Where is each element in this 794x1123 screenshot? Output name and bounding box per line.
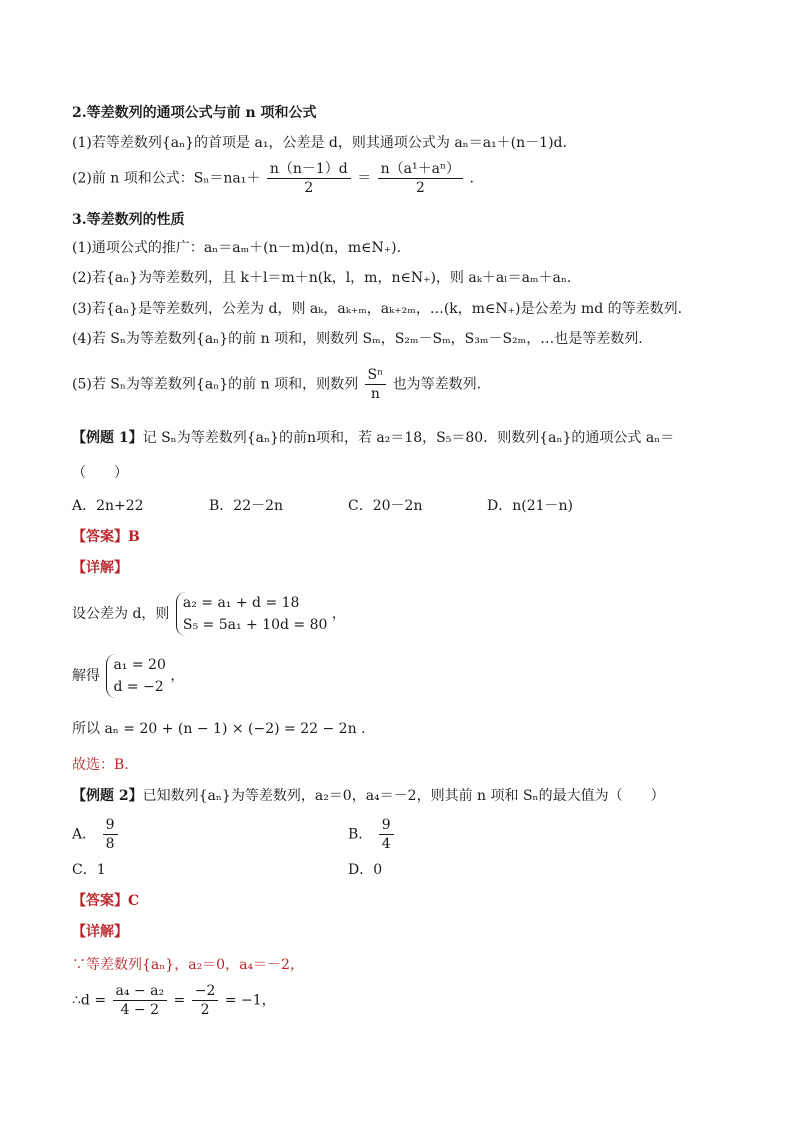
- example1-option-b: [209, 496, 283, 516]
- example2-option-b: [348, 816, 396, 853]
- option-text: 22－2n: [233, 498, 284, 514]
- example1-option-d: [487, 496, 573, 516]
- option-key: C．: [72, 862, 97, 878]
- option-text: n(21－n): [512, 498, 574, 514]
- example2-option-d: [348, 860, 382, 880]
- equation-system-2: [106, 654, 165, 698]
- section2-item2: [72, 160, 474, 197]
- fraction-numerator: n（a¹＋aⁿ）: [378, 160, 463, 179]
- option-text: 2n+22: [96, 498, 144, 514]
- example1-step3: 所以 aₙ = 20 + (n − 1) × (−2) = 22 − 2n .: [72, 721, 366, 737]
- section3-title: 3.等差数列的性质: [72, 212, 185, 228]
- example2-question: [72, 786, 665, 806]
- example1-label: 【例题 1】: [72, 430, 143, 446]
- sum-formula-fraction-2: [378, 160, 463, 197]
- system-eq-2: S₅ = 5a₁ + 10d = 80: [182, 617, 328, 633]
- section3-item1: (1)通项公式的推广：aₙ＝aₘ＋(n－m)d(n，m∈N₊).: [72, 240, 402, 256]
- option-fraction: [103, 816, 118, 853]
- step1-suffix: ，: [331, 606, 346, 622]
- example2-text: 已知数列{aₙ}为等差数列，a₂＝0，a₄＝－2，则其前 n 项和 Sₙ的最大值为（ ）: [142, 788, 665, 804]
- sn-over-n-fraction: [365, 366, 387, 403]
- example1-option-a: [72, 496, 144, 516]
- section2-title: 2.等差数列的通项公式与前 n 项和公式: [72, 105, 317, 121]
- example1-question: [72, 428, 674, 448]
- fraction-numerator: −2: [192, 982, 219, 1001]
- fraction-denominator: 2: [200, 1002, 210, 1018]
- step2-suffix: = −1，: [224, 992, 276, 1009]
- option-text: 20－2n: [372, 498, 423, 514]
- example2-answer: 【答案】C: [72, 893, 140, 909]
- example1-step1: [72, 592, 346, 636]
- example2-step1: ∵等差数列{aₙ}，a₂＝0，a₄＝－2，: [72, 957, 304, 973]
- section3-item2: (2)若{aₙ}为等差数列，且 k＋l＝m＋n(k，l，m，n∈N₊)，则 aₖ＋aₗ＝aₘ＋aₙ.: [72, 270, 572, 286]
- example2-detail-label: 【详解】: [72, 924, 128, 940]
- option-key: B．: [209, 498, 234, 514]
- fraction-numerator: n（n－1）d: [267, 160, 351, 179]
- example1-text: 记 Sₙ为等差数列{aₙ}的前n项和，若 a₂＝18，S₅＝80．则数列{aₙ}的通项公式 aₙ＝: [142, 430, 675, 446]
- example2-step2: [72, 982, 276, 1019]
- example2-option-c: [72, 860, 106, 880]
- sum-formula-fraction-1: [267, 160, 351, 197]
- fraction-denominator: 2: [304, 180, 314, 196]
- example1-step2: [72, 654, 184, 698]
- section3-item4: (4)若 Sₙ为等差数列{aₙ}的前 n 项和，则数列 Sₘ，S₂ₘ－Sₘ，S₃ₘ－S₂ₘ，…也是等差数列.: [72, 331, 643, 347]
- value-fraction: [192, 982, 219, 1019]
- period: .: [469, 170, 474, 187]
- section2-item2-prefix: (2)前 n 项和公式：Sₙ＝na₁＋: [72, 170, 261, 187]
- system-eq-2: d = −2: [113, 679, 164, 695]
- example1-detail-label: 【详解】: [72, 560, 128, 576]
- option-key: D．: [487, 498, 513, 514]
- fraction-numerator: a₄ − a₂: [113, 982, 168, 1001]
- fraction-denominator: 4: [381, 836, 391, 852]
- fraction-denominator: 2: [415, 180, 425, 196]
- system-eq-1: a₁ = 20: [113, 657, 166, 673]
- step2-suffix: ，: [170, 668, 185, 684]
- equation-system-1: [176, 592, 328, 636]
- fraction-denominator: n: [370, 386, 380, 402]
- option-key: A．: [72, 498, 97, 514]
- example1-answer: 【答案】B: [72, 529, 140, 545]
- fraction-numerator: 9: [379, 816, 394, 835]
- section3-item5-suffix: 也为等差数列.: [392, 376, 482, 393]
- section3-item5-prefix: (5)若 Sₙ为等差数列{aₙ}的前 n 项和，则数列: [72, 376, 359, 393]
- equals-sign: ＝: [357, 170, 372, 187]
- example1-option-c: [348, 496, 422, 516]
- system-eq-1: a₂ = a₁ + d = 18: [182, 595, 300, 611]
- section3-item3: (3)若{aₙ}是等差数列，公差为 d，则 aₖ，aₖ₊ₘ，aₖ₊₂ₘ，…(k，m∈N₊)是公差为 md 的等差数列.: [72, 301, 683, 317]
- section3-item5: [72, 366, 481, 403]
- fraction-denominator: 4 − 2: [120, 1002, 160, 1018]
- option-fraction: [379, 816, 394, 853]
- example1-paren: （ ）: [72, 465, 128, 481]
- difference-fraction: [113, 982, 168, 1019]
- option-key: D．: [348, 862, 374, 878]
- option-text: 1: [96, 862, 106, 878]
- step2-prefix: ∴d =: [72, 992, 107, 1009]
- fraction-numerator: 9: [103, 816, 118, 835]
- step2-prefix: 解得: [72, 668, 100, 684]
- equals-sign: =: [173, 992, 186, 1009]
- example2-label: 【例题 2】: [72, 788, 143, 804]
- fraction-denominator: 8: [105, 836, 115, 852]
- example1-conclusion: 故选：B.: [72, 757, 129, 773]
- step1-prefix: 设公差为 d，则: [72, 606, 170, 622]
- fraction-numerator: Sⁿ: [365, 366, 387, 385]
- option-key: B．: [348, 826, 373, 843]
- option-key: A．: [72, 826, 97, 843]
- example2-option-a: [72, 816, 120, 853]
- option-key: C．: [348, 498, 373, 514]
- option-text: 0: [373, 862, 383, 878]
- section2-item1: (1)若等差数列{aₙ}的首项是 a₁，公差是 d，则其通项公式为 aₙ＝a₁＋(n－1)d.: [72, 135, 567, 151]
